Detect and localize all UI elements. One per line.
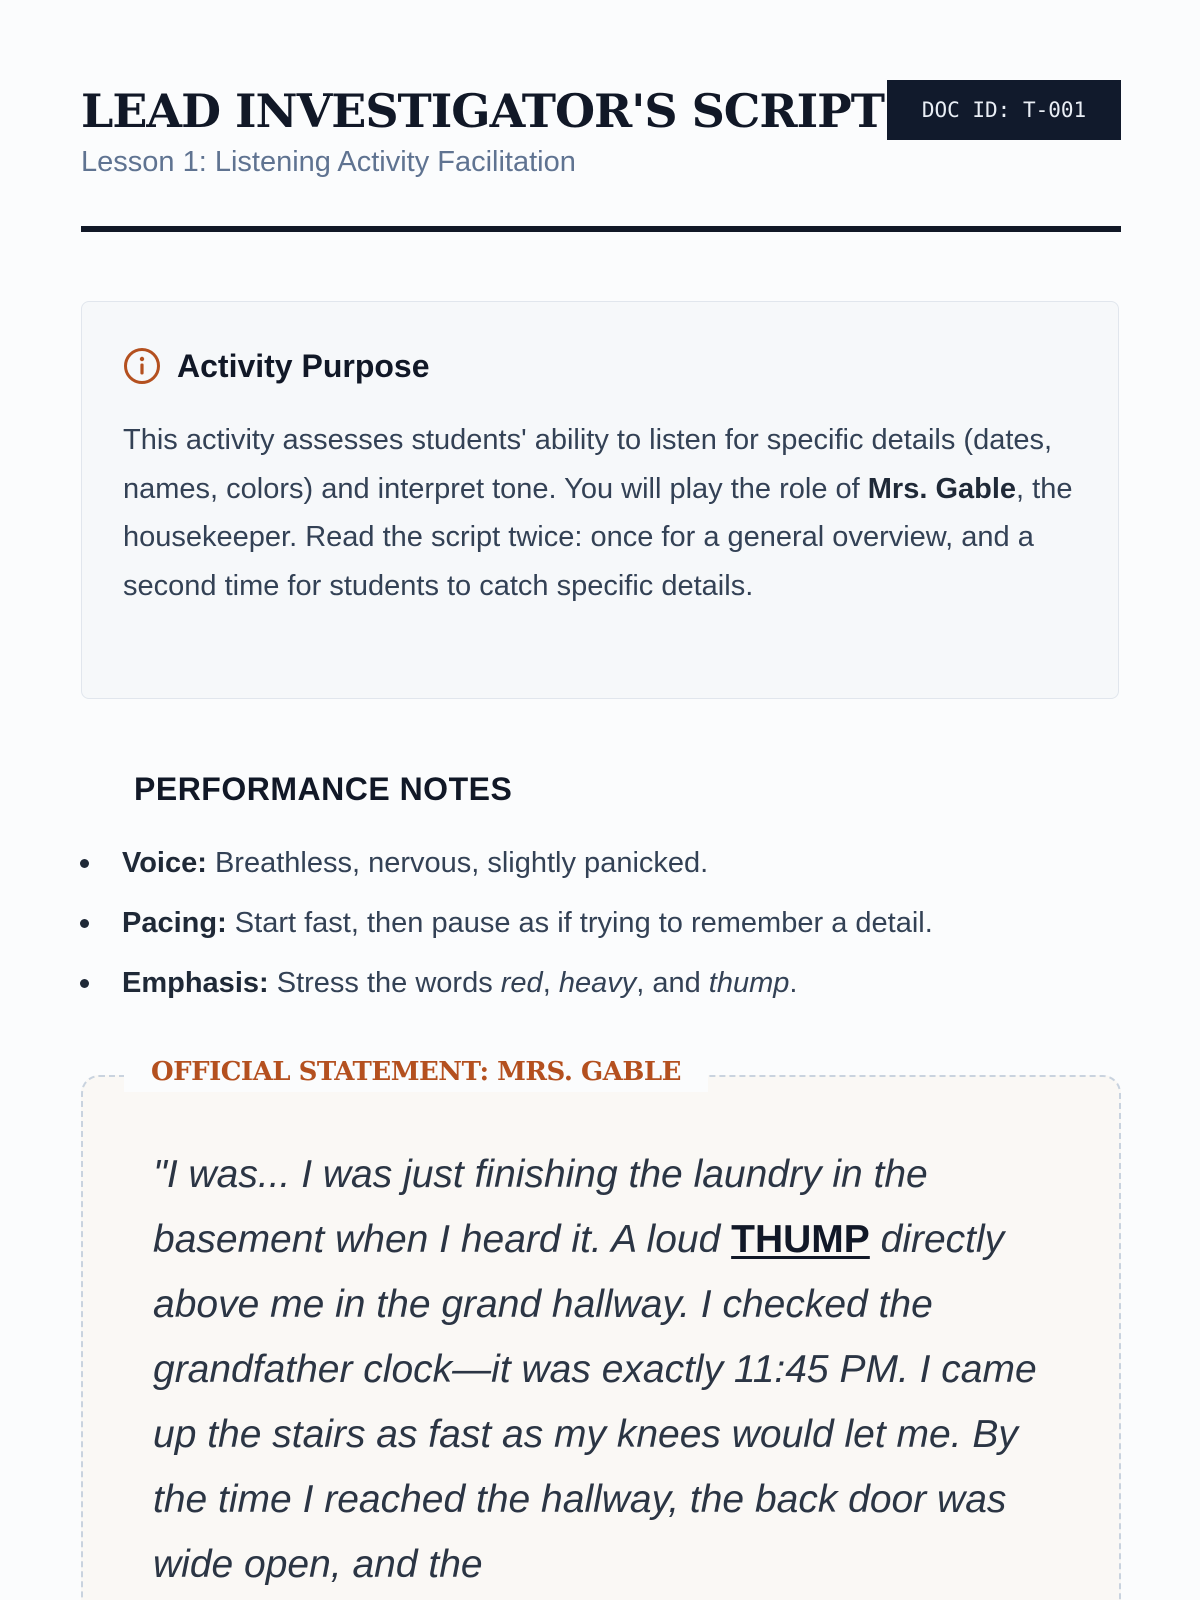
- document-header: [81, 76, 1121, 236]
- bullet: [80, 919, 89, 928]
- bullet: [80, 859, 89, 868]
- statement-text-part: "I was... I was just finishing the laundry in the basement when I heard it. A loud: [153, 1153, 928, 1261]
- note-item-emphasis: [79, 965, 1119, 1025]
- info-icon: [123, 347, 161, 385]
- note-label: Pacing:: [122, 907, 227, 939]
- note-text: , and: [636, 967, 709, 999]
- note-text: Breathless, nervous, slightly panicked.: [206, 847, 709, 879]
- activity-purpose-text: [123, 416, 1083, 610]
- document-title: LEAD INVESTIGATOR'S SCRIPT: [81, 84, 884, 138]
- activity-purpose-title: Activity Purpose: [177, 347, 430, 384]
- note-item-pacing: [79, 905, 1119, 965]
- official-statement-text: [153, 1142, 1053, 1597]
- note-label: Emphasis:: [122, 967, 269, 999]
- bullet: [80, 979, 89, 988]
- purpose-text-part: , the housekeeper. Read the script twice: once for a general overview, and a second time for students to catch specific details.: [123, 472, 1073, 602]
- activity-purpose-heading: [123, 346, 430, 386]
- role-name: Mrs. Gable: [867, 472, 1017, 505]
- performance-notes-title: PERFORMANCE NOTES: [134, 771, 513, 807]
- performance-notes-list: [79, 845, 1119, 1025]
- statement-text-part: directly above me in the grand hallway. I checked the grandfather clock—it was exactly 11:45 PM. I came up the stairs as fast as my knees would let me. By the time I reached the hallway, the back door was wide open, and the: [153, 1218, 1037, 1586]
- header-divider: [81, 226, 1121, 232]
- stressed-word: red: [500, 967, 543, 999]
- purpose-text-part: This activity assesses students' ability to listen for specific details (dates, names, colors) and interpret tone. You will play the role of: [123, 424, 1053, 505]
- note-text: ,: [542, 967, 559, 999]
- note-text: Start fast, then pause as if trying to remember a detail.: [226, 907, 933, 939]
- note-item-voice: [79, 845, 1119, 905]
- official-statement-label: OFFICIAL STATEMENT: MRS. GABLE: [124, 1052, 708, 1092]
- doc-id-badge: DOC ID: T-001: [887, 80, 1121, 140]
- stressed-word: heavy: [558, 967, 637, 999]
- note-text: .: [789, 967, 798, 999]
- stressed-word: THUMP: [731, 1218, 870, 1261]
- activity-purpose-box: [81, 301, 1119, 699]
- document-subtitle: Lesson 1: Listening Activity Facilitation: [81, 146, 576, 178]
- note-label: Voice:: [122, 847, 207, 879]
- stressed-word: thump: [708, 967, 790, 999]
- note-text: Stress the words: [268, 967, 501, 999]
